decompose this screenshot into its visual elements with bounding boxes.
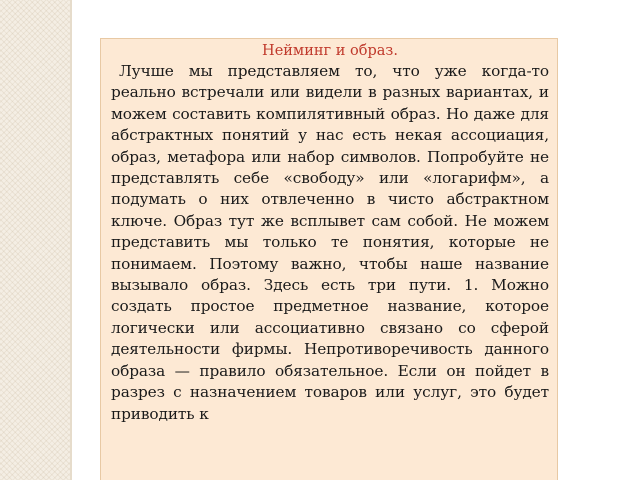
decorative-side-stripe: [0, 0, 70, 480]
side-stripe-edge: [70, 0, 72, 480]
text-box: [100, 38, 558, 480]
document-title: Нейминг и образ.: [262, 43, 398, 59]
document-body: Лучше мы представляем то, что уже когда-то реально встречали или видели в разных вариантах, и можем составить компилятивный образ. Но даже для абстрактных понятий у нас есть некая ассоциация, образ, метафора или набор символов. Попробуйте не представлять себе «свободу» или «логарифм», а подумать о них отвлеченно в чисто абстрактном ключе. Образ тут же всплывет сам собой. Не можем представить мы только те понятия, которые не понимаем. Поэтому важно, чтобы наше название вызывало образ. Здесь есть три пути. 1. Можно создать простое предметное название, которое логически или ассоциативно связано со сферой деятельности фирмы. Непротиворечивость данного образа — правило обязательное. Если он пойдет в разрез с назначением товаров или услуг, это будет приводить к: [111, 62, 549, 423]
